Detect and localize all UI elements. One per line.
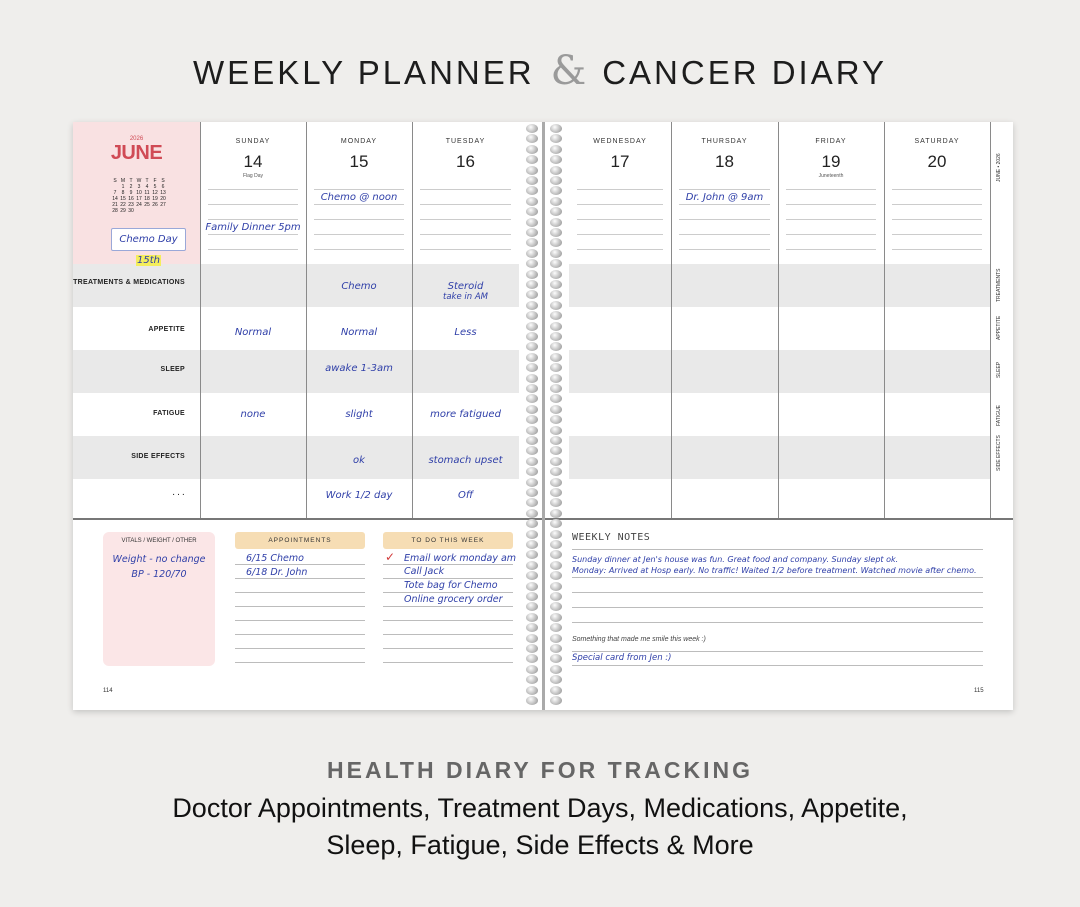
ampersand: & <box>550 48 587 94</box>
row-label-fatigue: FATIGUE <box>153 410 185 417</box>
spiral-coil <box>526 644 562 653</box>
spiral-coil <box>526 540 562 549</box>
mini-calendar-date[interactable]: 4 <box>145 184 149 191</box>
feature-line-2: Sleep, Fatigue, Side Effects & More <box>326 830 754 860</box>
vitals-header: VITALS / WEIGHT / OTHER <box>121 538 197 544</box>
mini-calendar-date[interactable]: 18 <box>144 196 150 203</box>
appointments-header: APPOINTMENTS <box>235 532 365 549</box>
chemo-day-note[interactable] <box>111 228 186 266</box>
mini-calendar-date[interactable]: 23 <box>128 202 134 209</box>
mini-calendar-date[interactable]: 24 <box>136 202 142 209</box>
day-event: Family Dinner 5pm <box>205 222 301 233</box>
weekday-initial: T <box>145 178 149 184</box>
side-tab-fatigue[interactable]: FATIGUE <box>996 404 1002 426</box>
note-line[interactable]: Sunday dinner at Jen's house was fun. Great food and company. Sunday slept ok. <box>572 555 899 564</box>
row-band-side-effects-right <box>569 436 991 479</box>
smile-prompt: Something that made me smile this week :) <box>572 636 706 643</box>
spiral-coil <box>526 290 562 299</box>
note-line[interactable]: Monday: Arrived at Hosp early. No traffic! Waited 1/2 before treatment. Watched movie after chemo. <box>572 566 977 575</box>
spiral-coil <box>526 602 562 611</box>
spiral-coil <box>526 145 562 154</box>
ruled-line <box>572 607 983 608</box>
vitals-line: Weight - no change <box>112 554 206 565</box>
spiral-coil <box>526 571 562 580</box>
day-date: 16 <box>456 152 475 171</box>
spiral-coil <box>526 176 562 185</box>
day-name: FRIDAY <box>815 138 847 145</box>
mini-calendar-date <box>135 208 143 214</box>
weekday-initial: S <box>113 178 117 184</box>
ruled-line <box>383 578 513 579</box>
row-label-appetite: APPETITE <box>148 326 185 333</box>
day-sunday[interactable] <box>200 122 306 264</box>
spiral-coil <box>526 155 562 164</box>
weekday-initial: T <box>129 178 133 184</box>
mini-calendar-date[interactable]: 25 <box>144 202 150 209</box>
check-icon[interactable]: ✓ <box>385 550 396 564</box>
spiral-coil <box>526 634 562 643</box>
day-monday[interactable] <box>306 122 412 264</box>
appointment-item[interactable]: 6/18 Dr. John <box>246 567 308 578</box>
ruled-line <box>572 549 983 550</box>
row-band-sleep-right <box>569 350 991 393</box>
mini-calendar-date[interactable]: 13 <box>160 190 166 197</box>
todo-item[interactable]: Tote bag for Chemo <box>404 580 498 591</box>
spiral-coil <box>526 394 562 403</box>
mini-calendar-month: JUNE <box>110 142 163 164</box>
subtitle: HEALTH DIARY FOR TRACKING <box>327 757 753 783</box>
page-title <box>0 48 1080 94</box>
day-name: SATURDAY <box>914 138 960 145</box>
mini-calendar-date[interactable]: 30 <box>128 208 134 215</box>
side-tab-treatments[interactable]: TREATMENTS <box>996 268 1002 302</box>
weekday-initial: F <box>153 178 157 184</box>
spiral-coil <box>526 405 562 414</box>
ruled-line <box>572 651 983 652</box>
mini-calendar-date[interactable]: 22 <box>120 202 126 209</box>
spiral-coil <box>526 332 562 341</box>
mini-calendar-date[interactable]: 29 <box>120 208 126 215</box>
mini-calendar <box>73 122 200 264</box>
weekday-initial: S <box>161 178 165 184</box>
day-date: 14 <box>243 152 263 171</box>
holiday-label: Juneteenth <box>818 173 844 179</box>
cell-treatments-tue[interactable]: Steroid <box>447 281 484 292</box>
spiral-coil <box>526 259 562 268</box>
page-number-left: 114 <box>103 688 113 694</box>
chemo-day-highlight: 15th <box>137 255 160 266</box>
cell-fatigue-mon[interactable]: slight <box>345 409 373 420</box>
day-date: 19 <box>821 152 841 171</box>
mini-calendar-date[interactable]: 2 <box>129 184 133 191</box>
ruled-line <box>572 592 983 593</box>
ruled-line <box>572 622 983 623</box>
spiral-coil <box>526 623 562 632</box>
spiral-coil <box>526 384 562 393</box>
spiral-coil <box>526 166 562 175</box>
cell-fatigue-sun[interactable]: none <box>240 409 266 420</box>
vitals-line: BP - 120/70 <box>131 569 187 580</box>
mini-calendar-date[interactable]: 28 <box>112 208 118 215</box>
spiral-coil <box>526 374 562 383</box>
day-event: Chemo @ noon <box>320 192 398 203</box>
mini-calendar-date <box>143 208 151 214</box>
spiral-coil <box>526 446 562 455</box>
spiral-coil <box>526 415 562 424</box>
chemo-day-text: Chemo Day <box>119 234 178 245</box>
spiral-coil <box>526 186 562 195</box>
spiral-coil <box>526 228 562 237</box>
cell-side-effects-mon[interactable]: ok <box>353 455 365 466</box>
vitals-box[interactable] <box>103 532 215 666</box>
spiral-coil <box>526 322 562 331</box>
mini-calendar-date[interactable]: 5 <box>153 184 157 191</box>
ruled-line <box>383 592 513 593</box>
weekly-notes-header: WEEKLY NOTES <box>572 532 651 543</box>
ruled-line <box>235 578 365 579</box>
side-tab-month[interactable]: JUNE • 2026 <box>996 153 1002 182</box>
spiral-coil <box>526 436 562 445</box>
cell-appetite-sun[interactable]: Normal <box>234 327 272 338</box>
spiral-coil <box>526 550 562 559</box>
ruled-line <box>235 648 365 649</box>
mini-calendar-date[interactable]: 17 <box>136 196 142 203</box>
ruled-line <box>235 564 365 565</box>
cell-appetite-tue[interactable]: Less <box>454 327 477 338</box>
mini-calendar-date[interactable]: 21 <box>112 202 118 209</box>
mini-calendar-date[interactable]: 26 <box>152 202 158 209</box>
planner-spread <box>73 122 1013 710</box>
day-name: WEDNESDAY <box>593 138 647 145</box>
spiral-coil <box>526 561 562 570</box>
mini-calendar-date[interactable]: 14 <box>112 196 118 203</box>
spiral-coil <box>526 467 562 476</box>
spiral-coil <box>526 270 562 279</box>
spiral-coil <box>526 249 562 258</box>
cell-fatigue-tue[interactable]: more fatigued <box>430 409 501 420</box>
mini-calendar-date[interactable]: 7 <box>113 190 117 197</box>
ruled-line <box>572 665 983 666</box>
day-date: 17 <box>610 152 630 171</box>
mini-calendar-date[interactable]: 12 <box>152 190 158 197</box>
day-name: TUESDAY <box>445 138 486 145</box>
mini-calendar-date[interactable]: 9 <box>129 190 133 197</box>
row-band-treatments-right <box>569 264 991 307</box>
day-date: 18 <box>715 152 734 171</box>
spiral-coil <box>526 613 562 622</box>
spiral-coil <box>526 519 562 528</box>
ruled-line <box>383 648 513 649</box>
cell-other-tue[interactable]: Off <box>457 490 474 501</box>
row-label-side-effects: SIDE EFFECTS <box>131 453 185 460</box>
mini-calendar-year: 2026 <box>129 136 144 142</box>
side-tab-side-effects[interactable]: SIDE EFFECTS <box>996 435 1002 471</box>
row-label-treatments: TREATMENTS & MEDICATIONS <box>73 279 185 286</box>
feature-line-1: Doctor Appointments, Treatment Days, Medications, Appetite, <box>172 793 908 823</box>
side-tab-sleep[interactable]: SLEEP <box>996 361 1002 378</box>
spiral-binding <box>519 122 569 710</box>
spiral-coil <box>526 457 562 466</box>
spiral-coil <box>526 654 562 663</box>
ruled-line <box>235 592 365 593</box>
todo-item[interactable]: Call Jack <box>404 566 445 577</box>
spiral-coil <box>526 488 562 497</box>
mini-calendar-date[interactable]: 11 <box>144 190 150 197</box>
day-name: SUNDAY <box>235 138 271 145</box>
ruled-line <box>383 620 513 621</box>
spiral-coil <box>526 218 562 227</box>
cell-treatments-tue-note: take in AM <box>443 292 488 302</box>
mini-calendar-date[interactable]: 10 <box>136 190 142 197</box>
spiral-coil <box>526 675 562 684</box>
todo-item[interactable]: Email work monday am <box>404 553 517 564</box>
day-friday[interactable] <box>778 122 884 264</box>
cell-sleep-mon[interactable]: awake 1-3am <box>325 363 393 374</box>
spiral-coil <box>526 363 562 372</box>
spiral-coil <box>526 342 562 351</box>
spiral-coil <box>526 353 562 362</box>
ruled-line <box>235 634 365 635</box>
mini-calendar-date[interactable]: 3 <box>137 184 141 191</box>
spiral-coil <box>526 134 562 143</box>
mini-calendar-date[interactable]: 15 <box>120 196 126 203</box>
mini-calendar-date[interactable]: 19 <box>152 196 158 203</box>
todo-item[interactable]: Online grocery order <box>404 594 503 605</box>
day-saturday[interactable] <box>884 122 990 264</box>
day-name: THURSDAY <box>701 138 748 145</box>
ruled-line <box>383 634 513 635</box>
weekday-initial: M <box>120 178 126 184</box>
appointment-item[interactable]: 6/15 Chemo <box>246 553 304 564</box>
day-name: MONDAY <box>340 138 378 145</box>
spiral-coil <box>526 207 562 216</box>
day-date: 15 <box>349 152 369 171</box>
spiral-coil <box>526 238 562 247</box>
spiral-coil <box>526 696 562 705</box>
spiral-coil <box>526 509 562 518</box>
cell-side-effects-tue[interactable]: stomach upset <box>428 455 503 466</box>
weekday-initial: W <box>136 178 142 184</box>
ruled-line <box>383 564 513 565</box>
spiral-coil <box>526 686 562 695</box>
spiral-coil <box>526 582 562 591</box>
title-right: CANCER DIARY <box>602 54 887 91</box>
mini-calendar-date[interactable]: 20 <box>160 196 166 203</box>
day-event: Dr. John @ 9am <box>685 192 764 203</box>
mini-calendar-date[interactable]: 27 <box>160 202 166 209</box>
todo-header: TO DO THIS WEEK <box>383 532 513 549</box>
spiral-coil <box>526 665 562 674</box>
cell-other-mon[interactable]: Work 1/2 day <box>325 490 393 501</box>
spiral-coil <box>526 124 562 133</box>
mini-calendar-date[interactable]: 16 <box>128 196 134 203</box>
ruled-line <box>383 606 513 607</box>
day-thursday[interactable] <box>671 122 778 264</box>
spiral-coil <box>526 197 562 206</box>
smile-answer[interactable]: Special card from Jen :) <box>572 653 672 663</box>
cell-treatments-mon[interactable]: Chemo <box>341 281 377 292</box>
spiral-coil <box>526 498 562 507</box>
ruled-line <box>235 620 365 621</box>
spiral-coil <box>526 592 562 601</box>
mini-calendar-date[interactable]: 8 <box>121 190 125 197</box>
day-tuesday[interactable] <box>412 122 519 264</box>
ruled-line <box>383 662 513 663</box>
mini-calendar-date <box>151 208 159 214</box>
ruled-line <box>235 662 365 663</box>
spiral-coil <box>526 426 562 435</box>
row-label-sleep: SLEEP <box>160 366 185 373</box>
mini-calendar-date[interactable]: 1 <box>121 184 125 191</box>
row-label-other: · · · <box>172 492 185 499</box>
page-number-right: 115 <box>974 688 984 694</box>
ruled-line <box>572 577 983 578</box>
spiral-coil <box>526 530 562 539</box>
mini-calendar-grid <box>111 178 167 215</box>
mini-calendar-date[interactable]: 6 <box>161 184 165 191</box>
spiral-coil <box>526 280 562 289</box>
mini-calendar-date <box>159 208 167 214</box>
title-left: WEEKLY PLANNER <box>193 54 535 91</box>
spiral-coil <box>526 311 562 320</box>
day-date: 20 <box>927 152 947 171</box>
day-wednesday[interactable] <box>569 122 671 264</box>
cell-appetite-mon[interactable]: Normal <box>340 327 378 338</box>
holiday-label: Flag Day <box>242 173 263 179</box>
spiral-coil <box>526 301 562 310</box>
side-tab-appetite[interactable]: APPETITE <box>996 315 1002 340</box>
ruled-line <box>235 606 365 607</box>
spiral-coil <box>526 478 562 487</box>
